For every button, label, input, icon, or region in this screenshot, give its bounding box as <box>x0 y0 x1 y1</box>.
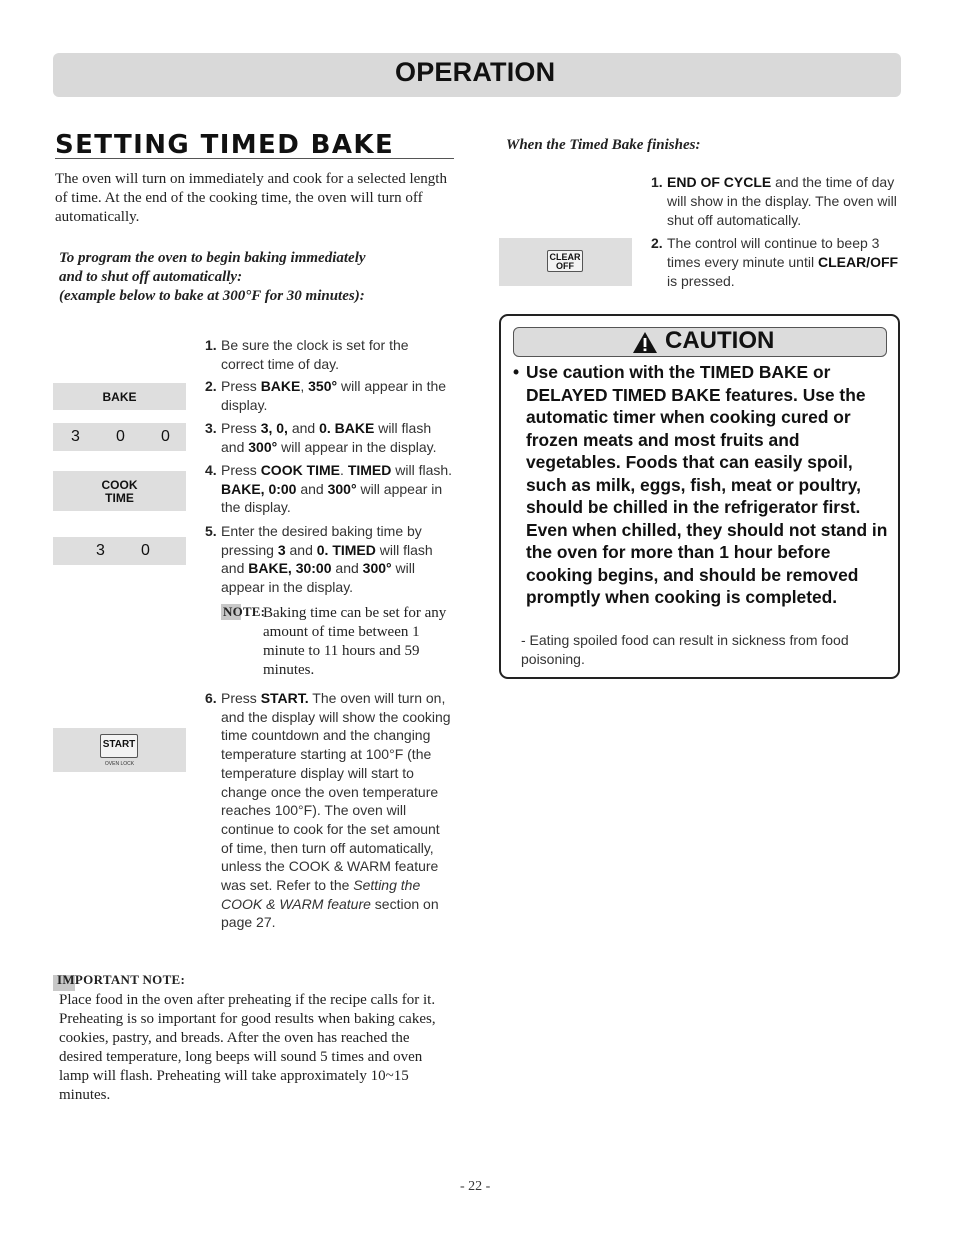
intro-paragraph: The oven will turn on immediately and cook for a selected length of time. At the end of the cooking time, the oven will turn off automatically. <box>55 171 447 225</box>
start-key: START <box>100 734 138 758</box>
step-text: Press BAKE, 350° will appear in the display. <box>221 378 447 413</box>
bullet: • <box>513 362 520 382</box>
bake-key-illustration <box>53 383 186 410</box>
section-divider <box>55 158 454 159</box>
page-title: OPERATION <box>395 57 556 87</box>
page-number: - 22 - <box>460 1179 491 1194</box>
cook-time-key-illustration <box>53 471 186 511</box>
start-key-illustration <box>53 728 186 772</box>
subheading-line-1: To program the oven to begin baking immediately <box>59 250 366 266</box>
important-note-label: IMPORTANT NOTE: <box>57 972 186 987</box>
important-note-text: Place food in the oven after preheating if the recipe calls for it. Preheating is so important for good results when baking cakes, cookies, pastry, and breads. After the oven has reached the desired temperature, long beeps will sound 5 times and oven lamp will flash. Preheating will take approximately 10~15 minutes. <box>59 992 436 1103</box>
finish-steps <box>651 173 901 293</box>
step-number: 5. <box>205 523 217 539</box>
step-number: 1. <box>205 337 217 353</box>
digit-3: 3 <box>71 428 80 445</box>
step-text: Press 3, 0, and 0. BAKE will flash and 300° will appear in the display. <box>221 420 437 455</box>
step-text: Press START. The oven will turn on, and the display will show the cooking time countdown and the changing temperature starting at 100°F (the temperature display will start to change once the oven temperature reaches 100°F). The oven will continue to cook for the set amount of time, then turn off automatically, unless the COOK & WARM feature was set. Refer to the Setting the COOK & WARM feature section on page 27. <box>221 690 451 931</box>
digit-0: 0 <box>161 428 170 445</box>
step-number: 2. <box>205 378 217 394</box>
clear-label: CLEAR <box>549 252 581 262</box>
step-number: 6. <box>205 690 217 706</box>
cook-time-label-1: COOK <box>101 478 138 492</box>
finish-heading: When the Timed Bake finishes: <box>506 137 701 153</box>
digit-3: 3 <box>96 542 105 559</box>
subheading-line-2: and to shut off automatically: <box>59 269 243 285</box>
step-number: 3. <box>205 420 217 436</box>
caution-title: CAUTION <box>665 327 775 354</box>
step-number: 4. <box>205 462 217 478</box>
off-label: OFF <box>556 261 574 271</box>
step-number: 1. <box>651 174 663 190</box>
step-text: Press COOK TIME. TIMED will flash. BAKE, 0:00 and 300° will appear in the display. <box>221 462 453 516</box>
step-text: The control will continue to beep 3 times every minute until CLEAR/OFF is pressed. <box>667 235 899 289</box>
step-text: Enter the desired baking time by pressing 3 and 0. TIMED will flash and BAKE, 30:00 and 300° will appear in the display. <box>221 523 433 596</box>
caution-statement <box>513 361 893 626</box>
note-label: NOTE: <box>223 604 266 619</box>
oven-lock-label: OVEN LOCK <box>104 761 135 767</box>
cook-time-label-2: TIME <box>105 491 134 505</box>
digits-300-illustration <box>53 423 186 451</box>
instructions-subheading <box>59 249 454 306</box>
clear-off-key <box>547 250 583 272</box>
clear-off-key-illustration <box>499 238 632 286</box>
subheading-line-3: (example below to bake at 300°F for 30 minutes): <box>59 288 365 304</box>
bake-key-label: BAKE <box>102 390 137 404</box>
digit-0: 0 <box>116 428 125 445</box>
step-number: 2. <box>651 235 663 251</box>
caution-consequence: - Eating spoiled food can result in sickness from food poisoning. <box>521 632 849 667</box>
digit-0: 0 <box>141 542 150 559</box>
digits-30-illustration <box>53 537 186 565</box>
caution-text: Use caution with the TIMED BAKE or DELAYED TIMED BAKE features. Use the automatic timer when cooking cured or frozen meats and most fruits and vegetables. Foods that can easily spoil, such as milk, eggs, fish, meat or poultry, should be chilled in the refrigerator first. Even when chilled, they should not stand in the oven for more than 1 hour before cooking begins, and should be removed promptly when cooking is completed. <box>526 362 888 607</box>
note-text: Baking time can be set for any amount of time between 1 minute to 11 hours and 59 minutes. <box>263 605 447 678</box>
step-text: Be sure the clock is set for the correct time of day. <box>221 337 409 372</box>
section-title: SETTING TIMED BAKE <box>55 130 395 160</box>
warning-icon <box>632 331 658 354</box>
step-text: END OF CYCLE and the time of day will show in the display. The oven will shut off automatically. <box>667 174 897 228</box>
